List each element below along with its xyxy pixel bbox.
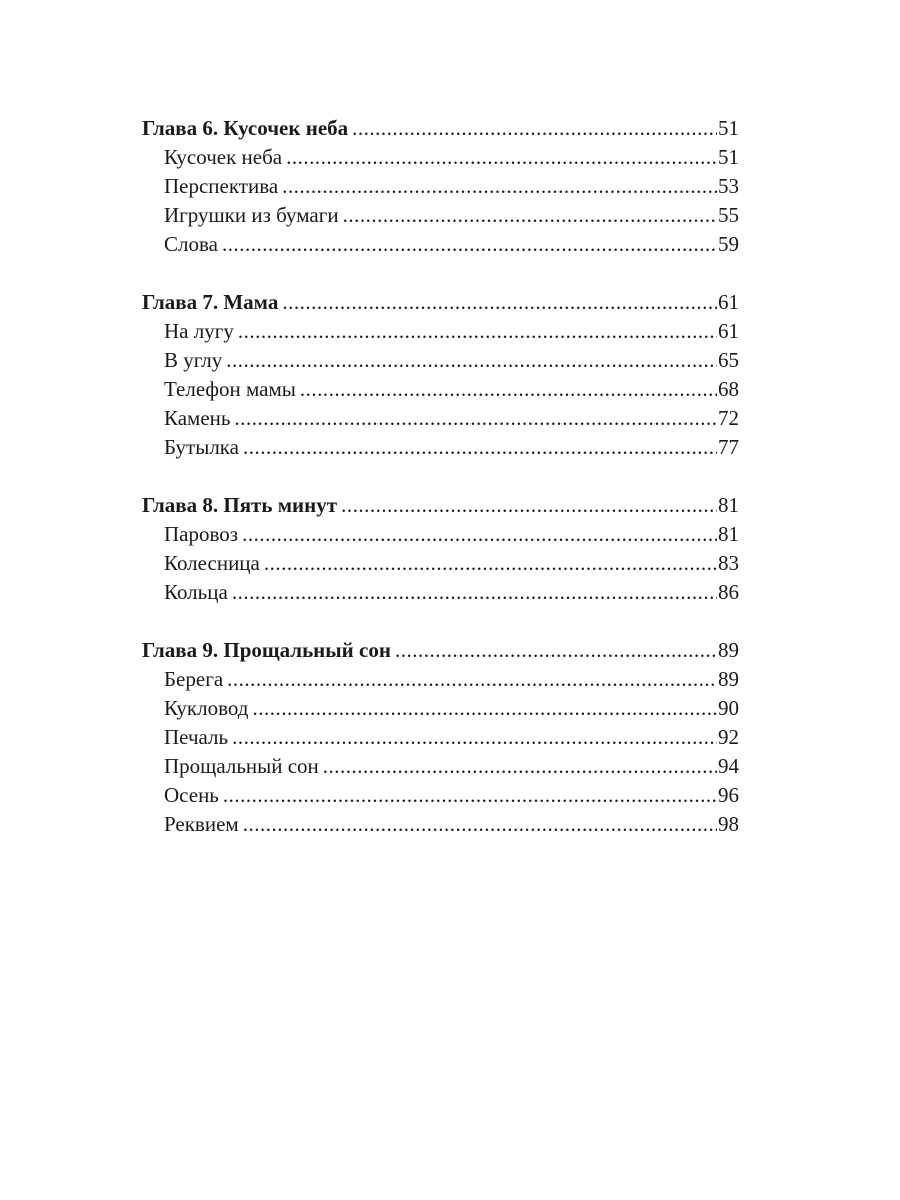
dot-leader xyxy=(264,549,717,578)
dot-leader xyxy=(282,288,717,317)
entry-title: Камень xyxy=(164,406,231,430)
entry-title: На лугу xyxy=(164,319,234,343)
chapter-title: Глава 6. Кусочек неба xyxy=(142,116,349,140)
page-number: 65 xyxy=(718,348,739,372)
dot-leader xyxy=(222,230,717,259)
entry-title: Осень xyxy=(164,783,219,807)
page-number: 92 xyxy=(718,725,739,749)
page-number: 55 xyxy=(718,203,739,227)
entry-title: Кукловод xyxy=(164,696,249,720)
toc-entry[interactable] xyxy=(142,375,739,404)
entry-title: Бутылка xyxy=(164,435,240,459)
page-number: 77 xyxy=(718,435,739,459)
dot-leader xyxy=(227,665,717,694)
toc-entry[interactable] xyxy=(142,752,739,781)
page-number: 89 xyxy=(718,667,739,691)
toc-entry[interactable] xyxy=(142,230,739,259)
entry-title: Прощальный сон xyxy=(164,754,319,778)
toc-entry[interactable] xyxy=(142,317,739,346)
dot-leader xyxy=(286,143,717,172)
page-number: 96 xyxy=(718,783,739,807)
dot-leader xyxy=(243,433,717,462)
entry-title: Кольца xyxy=(164,580,228,604)
chapter-title: Глава 8. Пять минут xyxy=(142,493,338,517)
entry-title: Реквием xyxy=(164,812,239,836)
page-number: 90 xyxy=(718,696,739,720)
chapter-heading[interactable] xyxy=(142,114,739,143)
chapter-title: Глава 7. Мама xyxy=(142,290,279,314)
toc-entry[interactable] xyxy=(142,201,739,230)
chapter-heading[interactable] xyxy=(142,636,739,665)
entry-title: Кусочек неба xyxy=(164,145,283,169)
dot-leader xyxy=(242,520,717,549)
dot-leader xyxy=(223,781,717,810)
dot-leader xyxy=(282,172,717,201)
page-number: 81 xyxy=(718,493,739,517)
chapter-9 xyxy=(142,636,739,839)
dot-leader xyxy=(343,201,717,230)
toc-entry[interactable] xyxy=(142,781,739,810)
dot-leader xyxy=(232,723,717,752)
toc-entry[interactable] xyxy=(142,172,739,201)
page-number: 81 xyxy=(718,522,739,546)
entry-title: Паровоз xyxy=(164,522,239,546)
toc-entry[interactable] xyxy=(142,433,739,462)
chapter-title: Глава 9. Прощальный сон xyxy=(142,638,391,662)
page-number: 51 xyxy=(718,145,739,169)
dot-leader xyxy=(232,578,717,607)
entry-title: В углу xyxy=(164,348,223,372)
entry-title: Слова xyxy=(164,232,218,256)
dot-leader xyxy=(395,636,717,665)
page-number: 89 xyxy=(718,638,739,662)
dot-leader xyxy=(323,752,717,781)
toc-entry[interactable] xyxy=(142,665,739,694)
page-number: 86 xyxy=(718,580,739,604)
toc-entry[interactable] xyxy=(142,143,739,172)
dot-leader xyxy=(238,317,717,346)
toc-entry[interactable] xyxy=(142,810,739,839)
page-number: 94 xyxy=(718,754,739,778)
toc-entry[interactable] xyxy=(142,578,739,607)
dot-leader xyxy=(243,810,717,839)
entry-title: Колесница xyxy=(164,551,260,575)
toc-entry[interactable] xyxy=(142,723,739,752)
toc-entry[interactable] xyxy=(142,346,739,375)
entry-title: Берега xyxy=(164,667,224,691)
table-of-contents xyxy=(142,114,739,868)
page-number: 59 xyxy=(718,232,739,256)
dot-leader xyxy=(234,404,717,433)
page-number: 98 xyxy=(718,812,739,836)
toc-entry[interactable] xyxy=(142,520,739,549)
page-number: 83 xyxy=(718,551,739,575)
page-number: 53 xyxy=(718,174,739,198)
chapter-7 xyxy=(142,288,739,462)
chapter-heading[interactable] xyxy=(142,288,739,317)
page-number: 51 xyxy=(718,116,739,140)
entry-title: Игрушки из бумаги xyxy=(164,203,339,227)
page-number: 68 xyxy=(718,377,739,401)
entry-title: Перспектива xyxy=(164,174,279,198)
page-number: 61 xyxy=(718,290,739,314)
chapter-6 xyxy=(142,114,739,259)
dot-leader xyxy=(252,694,717,723)
entry-title: Телефон мамы xyxy=(164,377,296,401)
page-number: 61 xyxy=(718,319,739,343)
toc-entry[interactable] xyxy=(142,694,739,723)
page-number: 72 xyxy=(718,406,739,430)
entry-title: Печаль xyxy=(164,725,229,749)
dot-leader xyxy=(300,375,717,404)
chapter-8 xyxy=(142,491,739,607)
dot-leader xyxy=(341,491,717,520)
dot-leader xyxy=(352,114,717,143)
dot-leader xyxy=(226,346,717,375)
toc-entry[interactable] xyxy=(142,404,739,433)
chapter-heading[interactable] xyxy=(142,491,739,520)
toc-entry[interactable] xyxy=(142,549,739,578)
